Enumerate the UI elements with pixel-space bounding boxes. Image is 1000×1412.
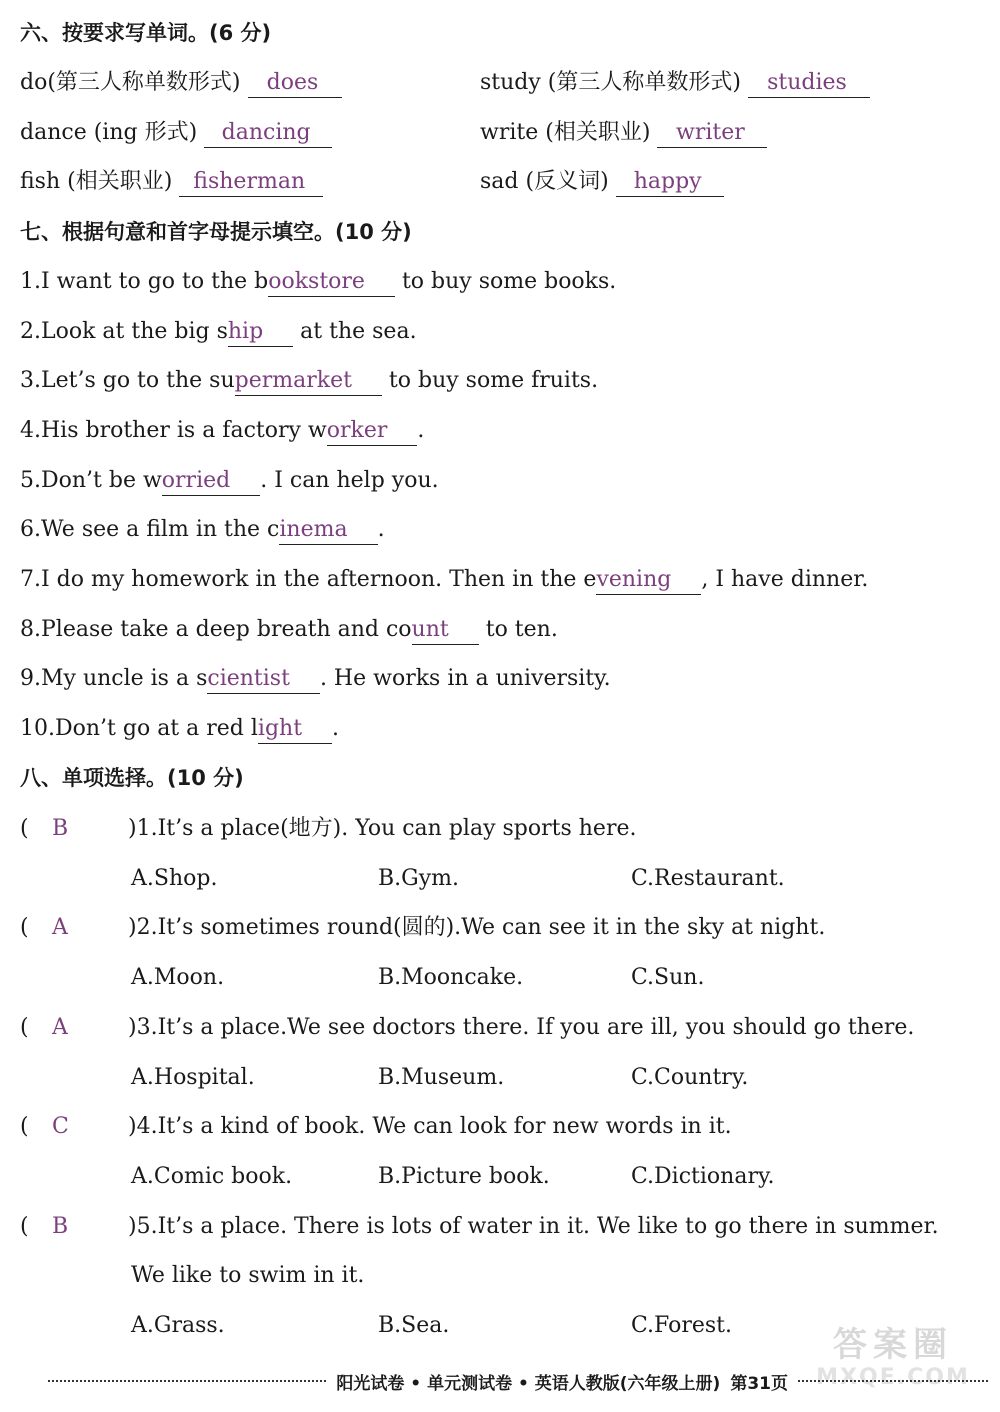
sentence-end: to buy some fruits. <box>381 368 599 393</box>
fill-blank-item-6 <box>20 515 385 545</box>
sentence-start: 1.I want to go to the b <box>20 269 269 294</box>
footer-dotted-rule-left <box>48 1380 326 1382</box>
paren-open: ( <box>20 1114 29 1139</box>
page-number: 第31页 <box>730 1373 788 1394</box>
blank-answer: ookstore <box>268 268 395 297</box>
blank-answer: cientist <box>207 665 320 694</box>
fill-blank-item-5 <box>20 466 439 496</box>
choice-question-5 <box>20 1212 939 1242</box>
sentence-start: 5.Don’t be w <box>20 468 162 493</box>
option-a: A.Grass. <box>131 1313 225 1338</box>
blank-answer: inema <box>279 516 377 545</box>
sentence-end: . I can help you. <box>260 468 439 493</box>
word-answer: studies <box>748 69 870 98</box>
paren-open: ( <box>20 915 29 940</box>
blank-answer: hip <box>228 318 293 347</box>
page-footer <box>48 1366 988 1396</box>
question-text: )4.It’s a kind of book. We can look for new words in it. <box>128 1114 732 1139</box>
option-b: B.Museum. <box>378 1065 505 1090</box>
sentence-start: 7.I do my homework in the afternoon. Then in the e <box>20 567 597 592</box>
sentence-start: 8.Please take a deep breath and co <box>20 617 412 642</box>
blank-answer: permarket <box>235 367 382 396</box>
paren-open: ( <box>20 816 29 841</box>
option-b: B.Gym. <box>378 866 460 891</box>
sentence-end: . <box>417 418 425 443</box>
fill-blank-item-2 <box>20 317 417 347</box>
choice-answer: B <box>52 1214 69 1239</box>
footer-title: 阳光试卷 • 单元测试卷 • 英语人教版(六年级上册) <box>336 1373 721 1394</box>
fill-blank-item-4 <box>20 416 424 446</box>
watermark-top-text: 答案圈 <box>833 1325 953 1365</box>
sentence-end: at the sea. <box>293 319 417 344</box>
word-answer: writer <box>657 119 767 148</box>
option-c: C.Restaurant. <box>631 866 785 891</box>
paren-open: ( <box>20 1214 29 1239</box>
watermark-bottom-text: MXQE.COM <box>816 1365 970 1390</box>
word-answer: fisherman <box>179 168 323 197</box>
blank-answer: unt <box>412 616 479 645</box>
choice-question-3 <box>20 1013 914 1043</box>
word-prompt: do(第三人称单数形式) <box>20 70 241 95</box>
word-prompt: dance (ing 形式) <box>20 120 198 145</box>
section-8-title: 八、单项选择。(10 分) <box>20 766 244 790</box>
sentence-end: . He works in a university. <box>319 666 611 691</box>
question-continuation: We like to swim in it. <box>131 1263 365 1288</box>
word-item-3 <box>20 118 332 148</box>
choice-question-1 <box>20 814 636 844</box>
option-a: A.Moon. <box>131 965 225 990</box>
option-c: C.Sun. <box>631 965 705 990</box>
word-prompt: sad (反义词) <box>480 169 609 194</box>
question-text: )5.It’s a place. There is lots of water in it. We like to go there in summer. <box>128 1214 939 1239</box>
choice-answer: A <box>52 915 68 940</box>
option-b: B.Picture book. <box>378 1164 550 1189</box>
choice-answer: A <box>52 1015 68 1040</box>
sentence-start: 2.Look at the big s <box>20 319 228 344</box>
word-item-2 <box>480 68 870 98</box>
blank-answer: orker <box>327 417 418 446</box>
choice-answer: C <box>52 1114 69 1139</box>
fill-blank-item-7 <box>20 565 868 595</box>
sentence-start: 9.My uncle is a s <box>20 666 208 691</box>
sentence-start: 10.Don’t go at a red l <box>20 716 258 741</box>
word-prompt: write (相关职业) <box>480 120 651 145</box>
sentence-start: 6.We see a film in the c <box>20 517 280 542</box>
word-answer: does <box>248 69 342 98</box>
option-c: C.Forest. <box>631 1313 733 1338</box>
word-prompt: fish (相关职业) <box>20 169 173 194</box>
question-text: )2.It’s sometimes round(圆的).We can see it in the sky at night. <box>128 915 826 940</box>
paren-open: ( <box>20 1015 29 1040</box>
sentence-end: to ten. <box>478 617 558 642</box>
sentence-end: . <box>332 716 340 741</box>
option-b: B.Mooncake. <box>378 965 524 990</box>
choice-question-4 <box>20 1112 732 1142</box>
fill-blank-item-8 <box>20 615 558 645</box>
sentence-end: . <box>377 517 385 542</box>
blank-answer: orried <box>162 467 260 496</box>
section-7-title: 七、根据句意和首字母提示填空。(10 分) <box>20 220 412 244</box>
blank-answer: vening <box>596 566 701 595</box>
sentence-end: , I have dinner. <box>701 567 869 592</box>
fill-blank-item-3 <box>20 366 598 396</box>
blank-answer: ight <box>258 715 332 744</box>
word-answer: happy <box>616 168 724 197</box>
word-item-5 <box>20 167 323 197</box>
question-text: )3.It’s a place.We see doctors there. If you are ill, you should go there. <box>128 1015 915 1040</box>
option-a: A.Hospital. <box>131 1065 255 1090</box>
fill-blank-item-10 <box>20 714 339 744</box>
sentence-start: 4.His brother is a factory w <box>20 418 327 443</box>
fill-blank-item-9 <box>20 664 611 694</box>
footer-dotted-rule-right <box>798 1380 988 1382</box>
choice-answer: B <box>52 816 69 841</box>
option-b: B.Sea. <box>378 1313 450 1338</box>
word-item-4 <box>480 118 767 148</box>
option-a: A.Comic book. <box>131 1164 293 1189</box>
choice-question-2 <box>20 913 825 943</box>
word-answer: dancing <box>204 119 332 148</box>
word-item-6 <box>480 167 724 197</box>
sentence-end: to buy some books. <box>394 269 617 294</box>
option-c: C.Country. <box>631 1065 749 1090</box>
word-prompt: study (第三人称单数形式) <box>480 70 741 95</box>
option-c: C.Dictionary. <box>631 1164 775 1189</box>
fill-blank-item-1 <box>20 267 616 297</box>
word-item-1 <box>20 68 342 98</box>
option-a: A.Shop. <box>131 866 218 891</box>
question-text: )1.It’s a place(地方). You can play sports here. <box>128 816 637 841</box>
section-6-title: 六、按要求写单词。(6 分) <box>20 21 272 45</box>
sentence-start: 3.Let’s go to the su <box>20 368 235 393</box>
